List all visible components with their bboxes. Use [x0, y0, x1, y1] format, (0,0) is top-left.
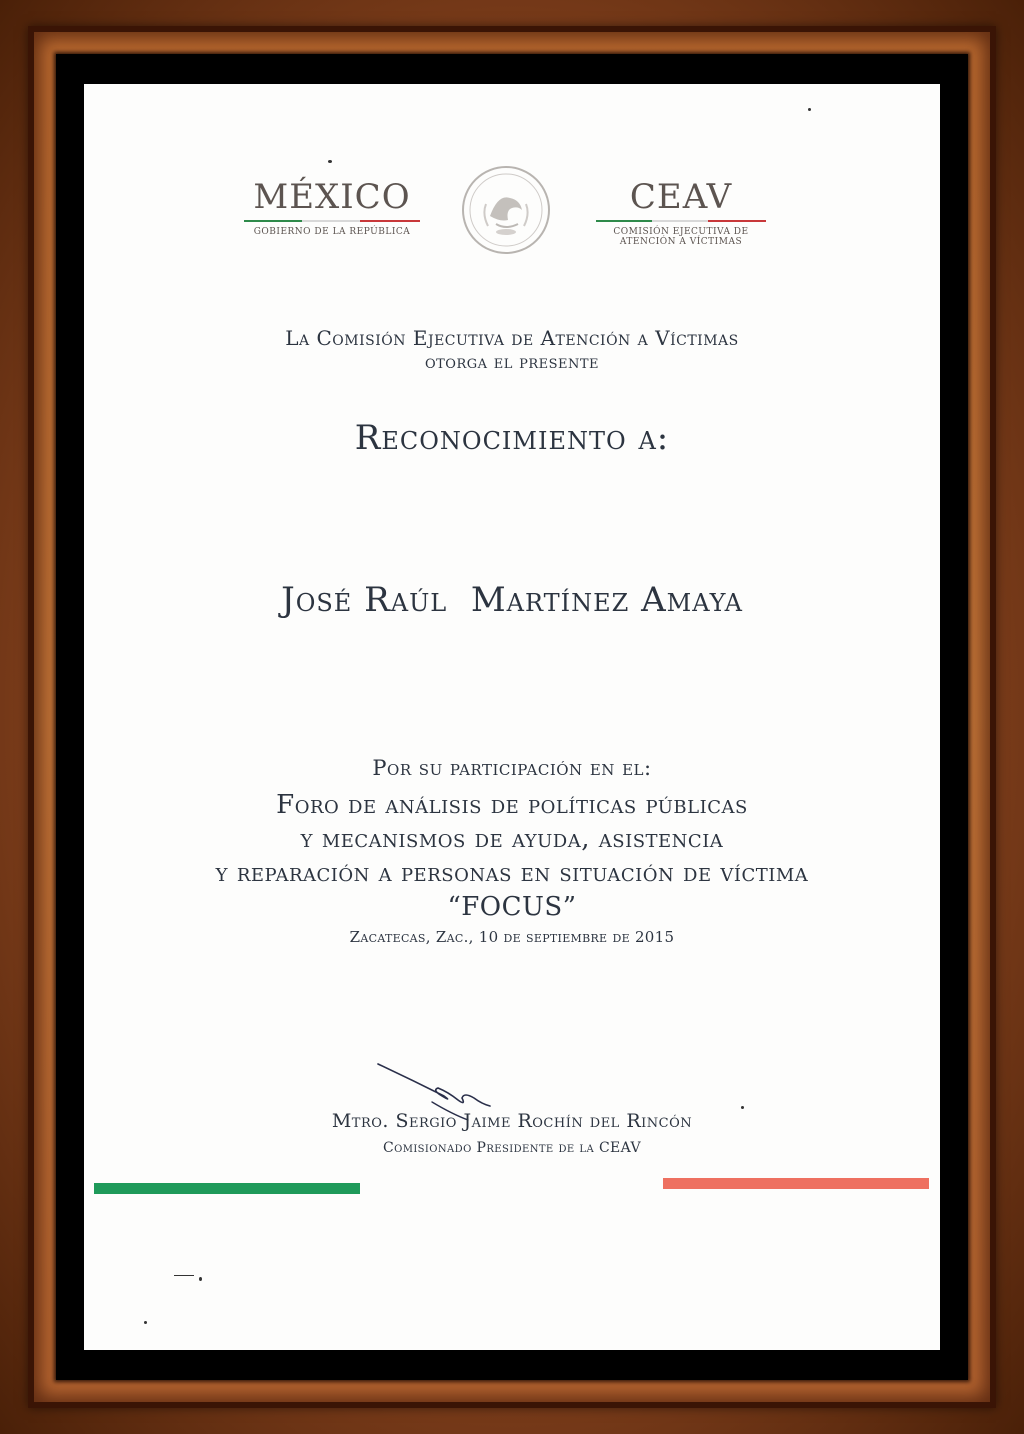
mexico-logo-subtitle: GOBIERNO DE LA REPÚBLICA — [253, 227, 411, 237]
ceav-logo — [596, 177, 766, 248]
certificate-paper — [84, 84, 940, 1350]
ceav-logo-subtitle-line2: ATENCIÓN A VÍCTIMAS — [619, 237, 743, 248]
ceav-logo-subtitle-line1: COMISIÓN EJECUTIVA DE — [613, 227, 749, 237]
paper-mark — [174, 1275, 194, 1276]
award-heading: Reconocimiento a: — [354, 418, 670, 458]
paper-speck — [199, 1277, 202, 1281]
participation-lead: Por su participación en el: — [372, 756, 652, 780]
tricolor-rule — [596, 220, 766, 222]
signatory-name: Mtro. Sergio Jaime Rochín del Rincón — [331, 1110, 693, 1132]
mexican-coat-of-arms-icon — [460, 164, 552, 256]
mexico-government-logo — [244, 177, 420, 237]
recipient-name: José Raúl Martínez Amaya — [281, 580, 743, 620]
green-accent-bar — [94, 1183, 360, 1194]
place-and-date: Zacatecas, Zac., 10 de septiembre de 2015 — [349, 928, 675, 946]
red-accent-bar — [663, 1178, 929, 1189]
event-line-3: y reparación a personas en situación de víctima — [215, 858, 809, 888]
event-line-1: Foro de análisis de políticas públicas — [276, 790, 748, 820]
signatory-role: Comisionado Presidente de la CEAV — [382, 1140, 641, 1156]
ceav-logo-title: CEAV — [629, 177, 733, 217]
paper-speck — [328, 160, 332, 163]
event-line-4: “FOCUS” — [447, 892, 577, 922]
event-line-2: y mecanismos de ayuda, asistencia — [300, 824, 724, 854]
mexico-logo-title: MÉXICO — [253, 177, 411, 217]
intro-line-1: La Comisión Ejecutiva de Atención a Víctimas — [285, 326, 739, 350]
paper-speck — [741, 1106, 744, 1109]
tricolor-rule — [244, 220, 420, 222]
intro-line-2: otorga el presente — [424, 352, 600, 373]
paper-speck — [808, 108, 811, 111]
paper-speck — [144, 1321, 147, 1324]
